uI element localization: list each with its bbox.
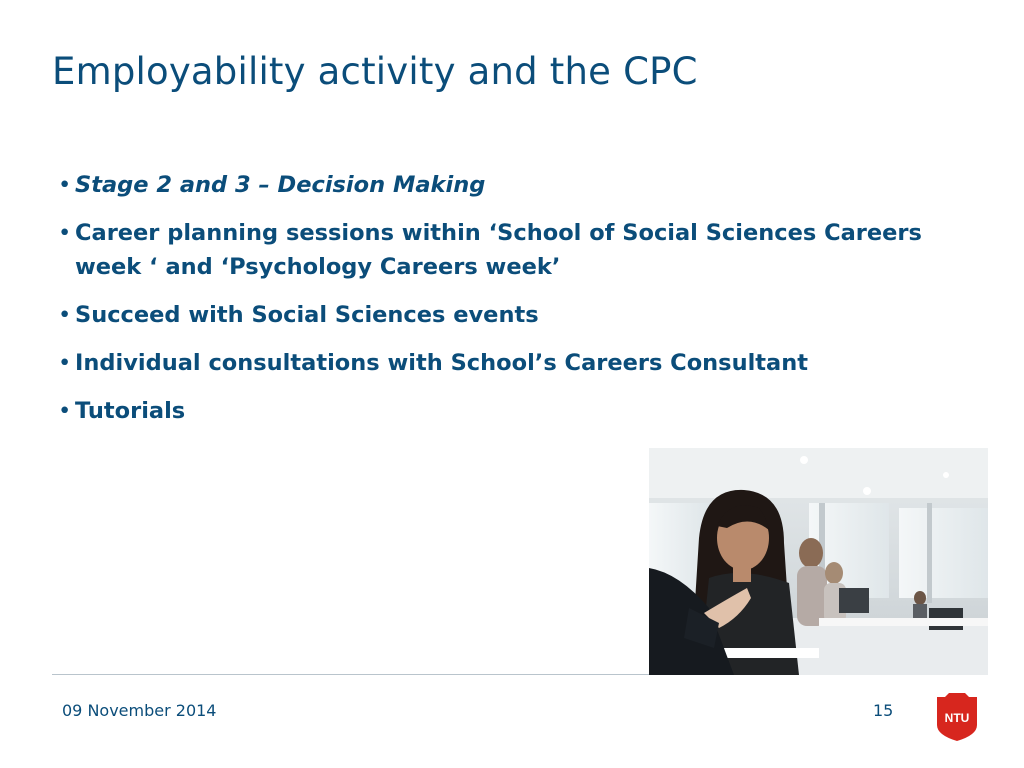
logo-text: NTU — [944, 711, 970, 725]
bullet-item: • Succeed with Social Sciences events — [58, 298, 938, 332]
footer-date: 09 November 2014 — [62, 701, 217, 720]
page-number: 15 — [873, 701, 894, 720]
careers-consultation-photo — [649, 448, 988, 675]
bullet-list — [58, 168, 938, 442]
slide-title: Employability activity and the CPC — [52, 50, 698, 93]
bullet-item: • Career planning sessions within ‘School of Social Sciences Careers week ‘ and ‘Psychology Careers week’ — [58, 216, 938, 284]
footer-divider — [52, 674, 649, 675]
bullet-item: • Stage 2 and 3 – Decision Making — [58, 168, 938, 202]
ntu-logo-icon — [935, 691, 979, 743]
bullet-item: • Individual consultations with School’s Careers Consultant — [58, 346, 938, 380]
bullet-item: • Tutorials — [58, 394, 938, 428]
